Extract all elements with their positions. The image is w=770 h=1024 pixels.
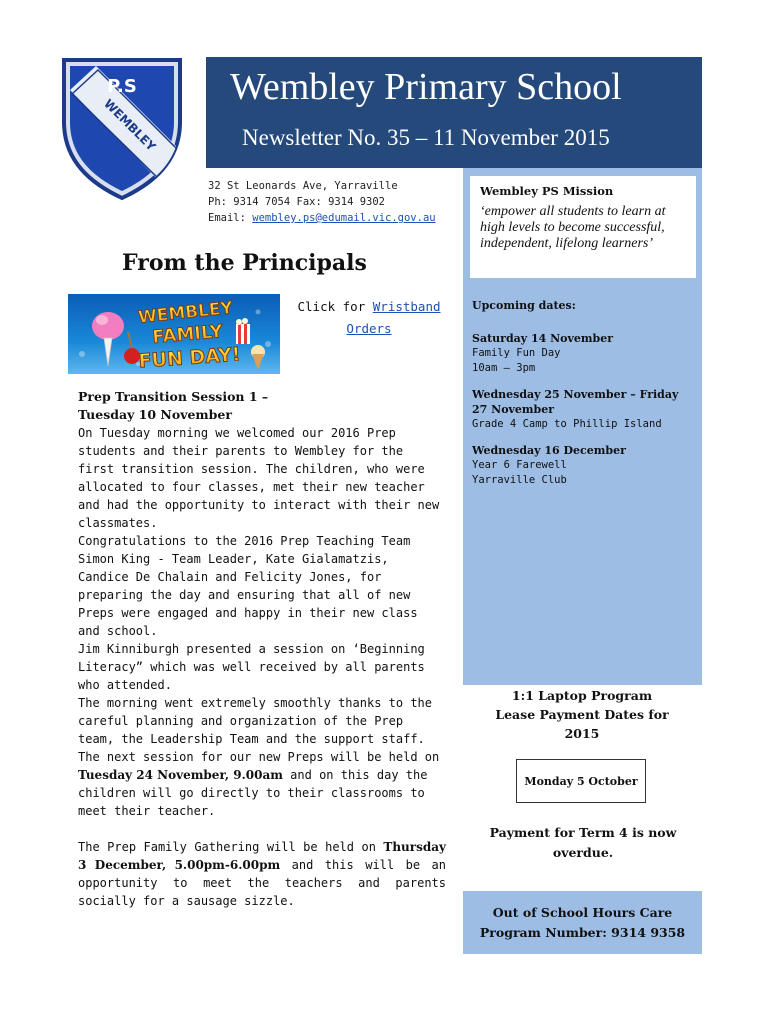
crest-band-text: WEMBLEY — [101, 96, 159, 154]
address: 32 St Leonards Ave, Yarraville — [208, 180, 398, 192]
email-label: Email: — [208, 212, 253, 224]
p4-end: and on this day the children will go directly to their classrooms to meet their teacher. — [78, 768, 428, 818]
oshc-line-2: Program Number: 9314 9358 — [479, 924, 686, 940]
laptop-title-line-1: 1:1 Laptop Program — [511, 688, 653, 703]
laptop-title-line-3: 2015 — [564, 726, 600, 741]
phone-fax: Ph: 9314 7054 Fax: 9314 9302 — [208, 196, 386, 208]
oshc-line-1: Out of School Hours Care — [492, 904, 673, 920]
p5-start: The Prep Family Gathering will be held on — [78, 840, 384, 854]
prep-transition-article — [78, 388, 446, 910]
article-paragraph-3: Jim Kinniburgh presented a session on ‘Beginning Literacy” which was well received by all parents who attended. — [78, 642, 425, 692]
article-title-line-1: Prep Transition Session 1 – — [78, 389, 269, 404]
school-crest-logo — [56, 52, 188, 202]
wristband-link-2[interactable]: Orders — [346, 321, 392, 336]
event-date: Wednesday 16 December — [472, 444, 626, 457]
mission-box — [470, 176, 696, 278]
mission-title: Wembley PS Mission — [480, 184, 614, 198]
upcoming-title: Upcoming dates: — [472, 299, 576, 312]
event-date: Saturday 14 November — [472, 332, 614, 345]
article-title-line-2: Tuesday 10 November — [78, 407, 232, 422]
event-detail: Year 6 Farewell — [472, 459, 567, 471]
upcoming-dates — [472, 298, 694, 499]
mission-text: ‘empower all students to learn at high levels to become successful, independent, lifelong learners’ — [480, 204, 666, 251]
laptop-title-line-2: Lease Payment Dates for — [495, 707, 669, 722]
header-banner — [206, 57, 702, 168]
payment-overdue-note — [470, 823, 696, 863]
wristband-prefix: Click for — [297, 299, 373, 314]
event-detail: Grade 4 Camp to Phillip Island — [472, 418, 662, 430]
school-name: Wembley Primary School — [230, 66, 622, 108]
funday-text-2: FAMILY — [151, 320, 224, 349]
wristband-link-1[interactable]: Wristband — [372, 299, 441, 314]
payment-note-line-1: Payment for Term 4 is now — [489, 825, 677, 840]
event-detail: 10am – 3pm — [472, 362, 536, 374]
event-date: Wednesday 25 November – Friday 27 November — [472, 388, 679, 416]
email-link[interactable]: wembley.ps@edumail.vic.gov.au — [252, 212, 436, 224]
p4-start: The morning went extremely smoothly thanks to the careful planning and organization of the Prep team, the Leadership Team and the support staff. The next session for our new Preps will be held on — [78, 696, 440, 764]
funday-text-1: WEMBLEY — [137, 298, 234, 328]
event-item — [472, 331, 694, 376]
article-paragraph-5 — [78, 838, 446, 910]
article-paragraph-1: On Tuesday morning we welcomed our 2016 Prep students and their parents to Wembley for the first transition session. The children, who were allocated to four classes, met their new teacher and had the opportunity to interact with their new classmates. — [78, 426, 440, 530]
principals-heading: From the Principals — [122, 250, 367, 276]
article-paragraph-2: Congratulations to the 2016 Prep Teaching Team Simon King - Team Leader, Kate Gialamatzis, Candice De Chalain and Felicity Jones, for preparing the day and ensuring that all of new Preps were engaged and happy in their new class and school. — [78, 534, 418, 638]
contact-info — [208, 178, 436, 226]
crest-top-text: P.S — [107, 76, 137, 97]
event-item — [472, 387, 694, 432]
lease-payment-date: Monday 5 October — [516, 759, 646, 803]
event-item — [472, 443, 694, 488]
p5-bold-date: Thursday 3 December, 5.00pm-6.00pm — [78, 840, 446, 872]
wristband-orders — [290, 296, 448, 340]
funday-text-3: FUN DAY! — [137, 343, 242, 373]
p5-end: and this will be an opportunity to meet the teachers and parents socially for a sausage sizzle. — [78, 858, 446, 908]
event-detail: Yarraville Club — [472, 474, 567, 486]
article-paragraph-4 — [78, 694, 446, 820]
laptop-program-title — [466, 686, 698, 743]
oshc-box — [463, 891, 702, 954]
newsletter-title: Newsletter No. 35 – 11 November 2015 — [242, 125, 610, 150]
event-detail: Family Fun Day — [472, 347, 561, 359]
family-fun-day-image — [68, 294, 280, 374]
payment-note-line-2: overdue. — [552, 845, 614, 860]
email-line — [208, 210, 436, 226]
p4-bold-date: Tuesday 24 November, 9.00am — [78, 768, 283, 782]
